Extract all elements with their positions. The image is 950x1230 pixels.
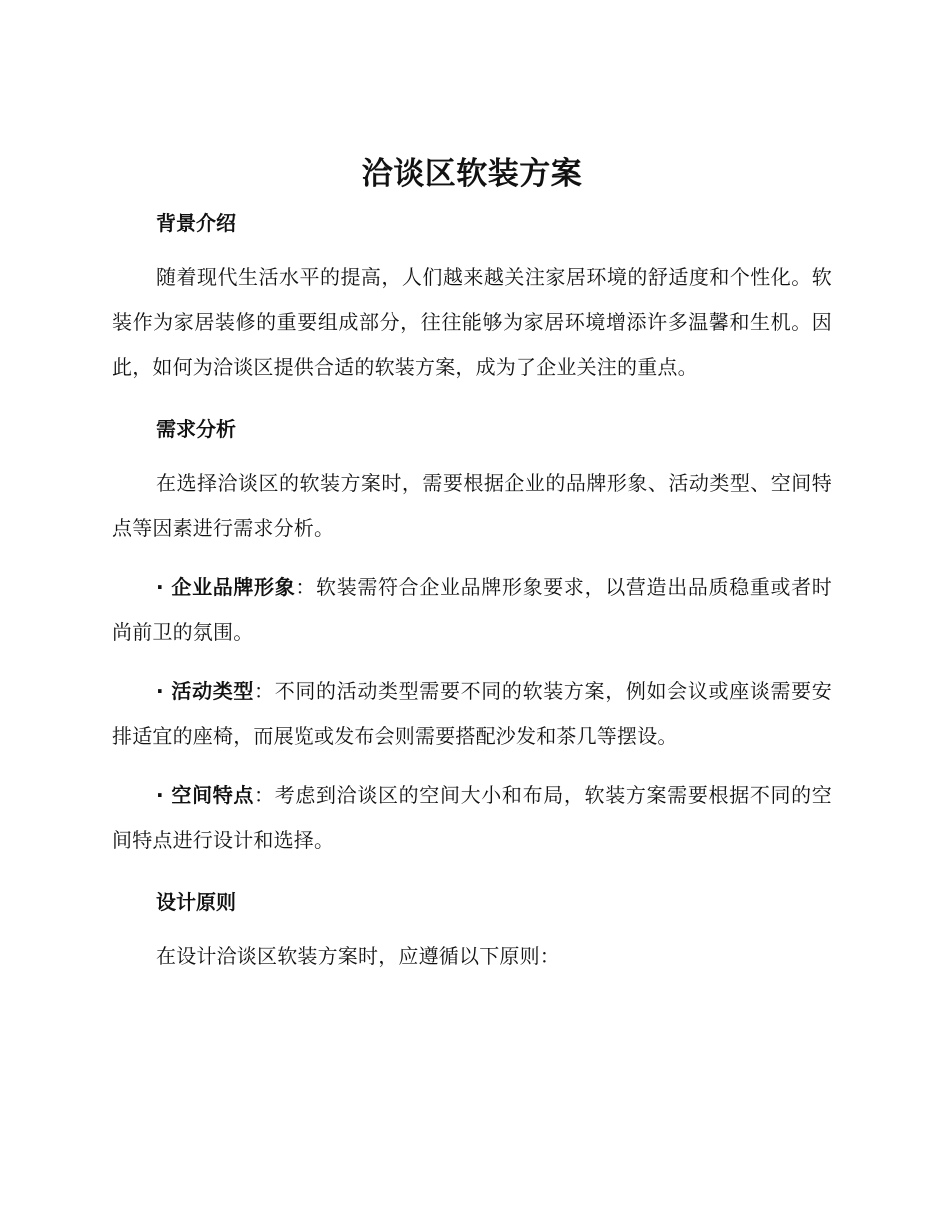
page-title: 洽谈区软装方案 [361,156,583,192]
section-heading-needs: 需求分析 [156,417,236,441]
section-heading-principles: 设计原则 [156,890,236,914]
section-paragraph-background: 随着现代生活水平的提高，人们越来越关注家居环境的舒适度和个性化。软装作为家居装修的重要组成部分，往往能够为家居环境增添许多温馨和生机。因此，如何为洽谈区提供合适的软装方案，成为了企业关注的重点。 [112,265,832,379]
section-heading-background: 背景介绍 [156,211,236,235]
bullet-text-brand: ：软装需符合企业品牌形象要求，以营造出品质稳重或者时尚前卫的氛围。 [112,575,833,644]
section-paragraph-principles: 在设计洽谈区软装方案时，应遵循以下原则： [156,944,560,968]
bullet-key-activity: · 活动类型 [156,679,255,703]
bullet-item-brand [112,565,832,655]
bullet-text-activity: ：不同的活动类型需要不同的软装方案，例如会议或座谈需要安排适宜的座椅，而展览或发布会则需要搭配沙发和茶几等摆设。 [112,679,832,748]
bullet-key-brand: · 企业品牌形象 [156,575,296,599]
section-paragraph-needs: 在选择洽谈区的软装方案时，需要根据企业的品牌形象、活动类型、空间特点等因素进行需求分析。 [112,471,832,540]
document-body [112,150,832,979]
bullet-item-space [112,773,832,863]
bullet-text-space: ：考虑到洽谈区的空间大小和布局，软装方案需要根据不同的空间特点进行设计和选择。 [112,783,832,852]
bullet-item-activity [112,669,832,759]
bullet-key-space: · 空间特点 [156,783,255,807]
